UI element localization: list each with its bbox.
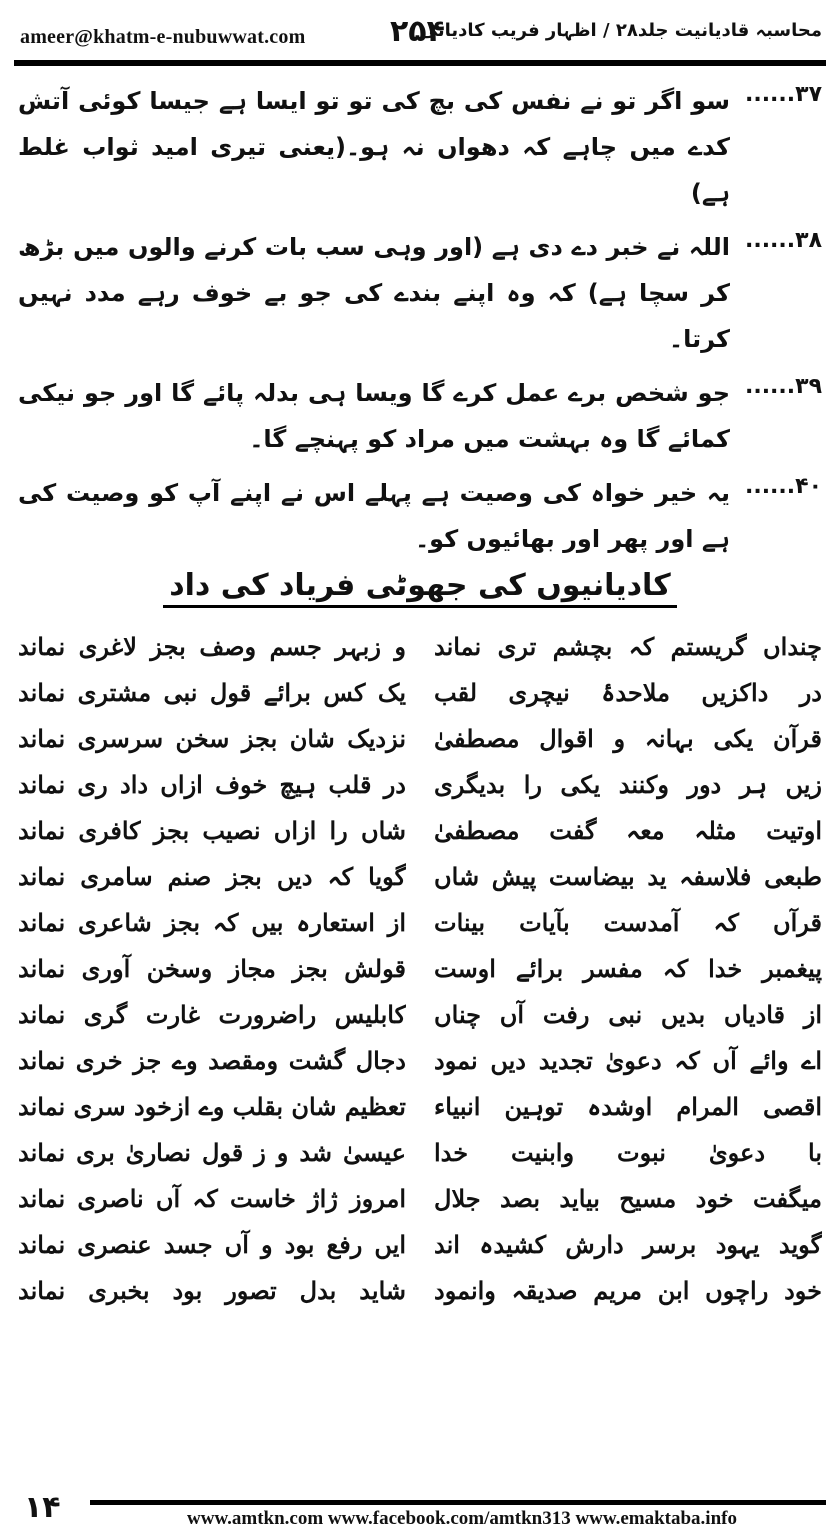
header-email[interactable]: ameer@khatm-e-nubuwwat.com bbox=[20, 26, 306, 48]
poem-couplet bbox=[18, 1176, 822, 1222]
poem-couplet bbox=[18, 900, 822, 946]
item-text: یہ خیر خواہ کی وصیت ہے پہلے اس نے اپنے آپ کو وصیت کی ہے اور پھر اور بھائیوں کو۔ bbox=[18, 479, 730, 553]
poem-hemistich-second: گویا کہ دیں بجز صنم سامری نماند bbox=[18, 862, 406, 891]
page-footer bbox=[14, 1490, 826, 1530]
poem-hemistich-second: قولش بجز مجاز وسخن آوری نماند bbox=[18, 954, 406, 983]
poem-hemistich-second: در قلب ہیچ خوف ازاں داد ری نماند bbox=[18, 770, 406, 799]
item-number: ۳۸...... bbox=[744, 228, 822, 253]
poem-hemistich-first: میگفت خود مسیح بیاید بصد جلال bbox=[434, 1184, 822, 1213]
poem-hemistich-second: شاید بدل تصور بود بخبری نماند bbox=[18, 1276, 406, 1305]
poem-hemistich-first: در داکزیں ملاحدۂ نیچری لقب bbox=[434, 678, 822, 707]
section-heading: کادیانیوں کی جھوٹی فریاد کی داد bbox=[163, 568, 677, 608]
poem-hemistich-second: یک کس برائے قول نبی مشتری نماند bbox=[18, 678, 406, 707]
poem-hemistich-first: اوتیت مثلہ معہ گفت مصطفیٰ bbox=[434, 816, 822, 845]
poem-couplet bbox=[18, 670, 822, 716]
poem bbox=[18, 624, 822, 1314]
item-number: ۴۰...... bbox=[744, 474, 822, 499]
numbered-list bbox=[18, 78, 822, 570]
poem-couplet bbox=[18, 1268, 822, 1314]
item-number: ۳۷...... bbox=[744, 82, 822, 107]
footer-links[interactable]: www.amtkn.com www.facebook.com/amtkn313 www.emaktaba.info bbox=[187, 1508, 737, 1529]
list-item bbox=[18, 224, 822, 362]
item-text: اللہ نے خبر دے دی ہے (اور وہی سب بات کرنے والوں میں بڑھ کر سچا ہے) کہ وہ اپنے بندے کی جو بے خوف رہے مدد نہیں کرتا۔ bbox=[18, 233, 730, 353]
poem-hemistich-second: ایں رفع بود و آں جسد عنصری نماند bbox=[18, 1230, 406, 1259]
footer-rule bbox=[90, 1500, 826, 1505]
poem-couplet bbox=[18, 1130, 822, 1176]
poem-hemistich-second: دجال گشت ومقصد وے جز خری نماند bbox=[18, 1046, 406, 1075]
header-page-number: ۲۵۴ bbox=[390, 14, 445, 49]
list-item bbox=[18, 78, 822, 216]
poem-couplet bbox=[18, 1084, 822, 1130]
header-rule bbox=[14, 60, 826, 66]
poem-couplet bbox=[18, 762, 822, 808]
item-text: جو شخص برے عمل کرے گا ویسا ہی بدلہ پائے گا اور جو نیکی کمائے گا وہ بہشت میں مراد کو پہنچے گا۔ bbox=[18, 379, 730, 453]
poem-hemistich-first: چنداں گریستم کہ بچشم تری نماند bbox=[434, 632, 822, 661]
poem-couplet bbox=[18, 854, 822, 900]
poem-hemistich-second: امروز ژاژ خاست کہ آں ناصری نماند bbox=[18, 1184, 406, 1213]
footer-number: ۱۴ bbox=[24, 1490, 61, 1525]
poem-hemistich-first: اے وائے آں کہ دعویٰ تجدید دیں نمود bbox=[434, 1046, 822, 1075]
poem-couplet bbox=[18, 1222, 822, 1268]
poem-hemistich-second: از استعارہ بیں کہ بجز شاعری نماند bbox=[18, 908, 406, 937]
item-number: ۳۹...... bbox=[744, 374, 822, 399]
poem-hemistich-second: شاں را ازاں نصیب بجز کافری نماند bbox=[18, 816, 406, 845]
poem-hemistich-first: قرآن یکی بہانہ و اقوال مصطفیٰ bbox=[434, 724, 822, 753]
poem-hemistich-second: کابلیس راضرورت غارت گری نماند bbox=[18, 1000, 406, 1029]
poem-hemistich-first: با دعویٰ نبوت وابنیت خدا bbox=[434, 1138, 822, 1167]
poem-couplet bbox=[18, 992, 822, 1038]
poem-hemistich-second: نزدیک شان بجز سخن سرسری نماند bbox=[18, 724, 406, 753]
poem-hemistich-first: گوید یہود برسر دارش کشیدہ اند bbox=[434, 1230, 822, 1259]
poem-hemistich-first: خود راچوں ابن مریم صدیقہ وانمود bbox=[434, 1276, 822, 1305]
poem-hemistich-first: پیغمبر خدا کہ مفسر برائے اوست bbox=[434, 954, 822, 983]
poem-hemistich-second: تعظیم شان بقلب وے ازخود سری نماند bbox=[18, 1092, 406, 1121]
poem-hemistich-first: زیں ہر دور وکنند یکی را بدیگری bbox=[434, 770, 822, 799]
list-item bbox=[18, 470, 822, 562]
poem-hemistich-first: از قادیاں بدیں نبی رفت آں چناں bbox=[434, 1000, 822, 1029]
header-book-title: محاسبہ قادیانیت جلد۲۸ / اظہار فریب کادیانی bbox=[419, 20, 822, 41]
item-text: سو اگر تو نے نفس کی بچ کی تو تو ایسا ہے جیسا کوئی آتش کدے میں چاہے کہ دھواں نہ ہو۔(یعنی تیری امید ثواب غلط ہے) bbox=[18, 87, 731, 207]
poem-couplet bbox=[18, 808, 822, 854]
poem-hemistich-first: قرآں کہ آمدست بآیات بینات bbox=[434, 908, 822, 937]
poem-hemistich-second: عیسیٰ شد و ز قول نصاریٰ بری نماند bbox=[18, 1138, 406, 1167]
poem-hemistich-first: اقصی المرام اوشدہ توہین انبیاء bbox=[434, 1092, 822, 1121]
poem-couplet bbox=[18, 716, 822, 762]
page-header bbox=[14, 12, 826, 56]
poem-couplet bbox=[18, 946, 822, 992]
poem-couplet bbox=[18, 624, 822, 670]
poem-hemistich-first: طبعی فلاسفہ ید بیضاست پیش شاں bbox=[434, 862, 822, 891]
poem-hemistich-second: و زبہر جسم وصف بجز لاغری نماند bbox=[18, 632, 406, 661]
list-item bbox=[18, 370, 822, 462]
section-heading-wrap bbox=[0, 568, 840, 608]
poem-couplet bbox=[18, 1038, 822, 1084]
